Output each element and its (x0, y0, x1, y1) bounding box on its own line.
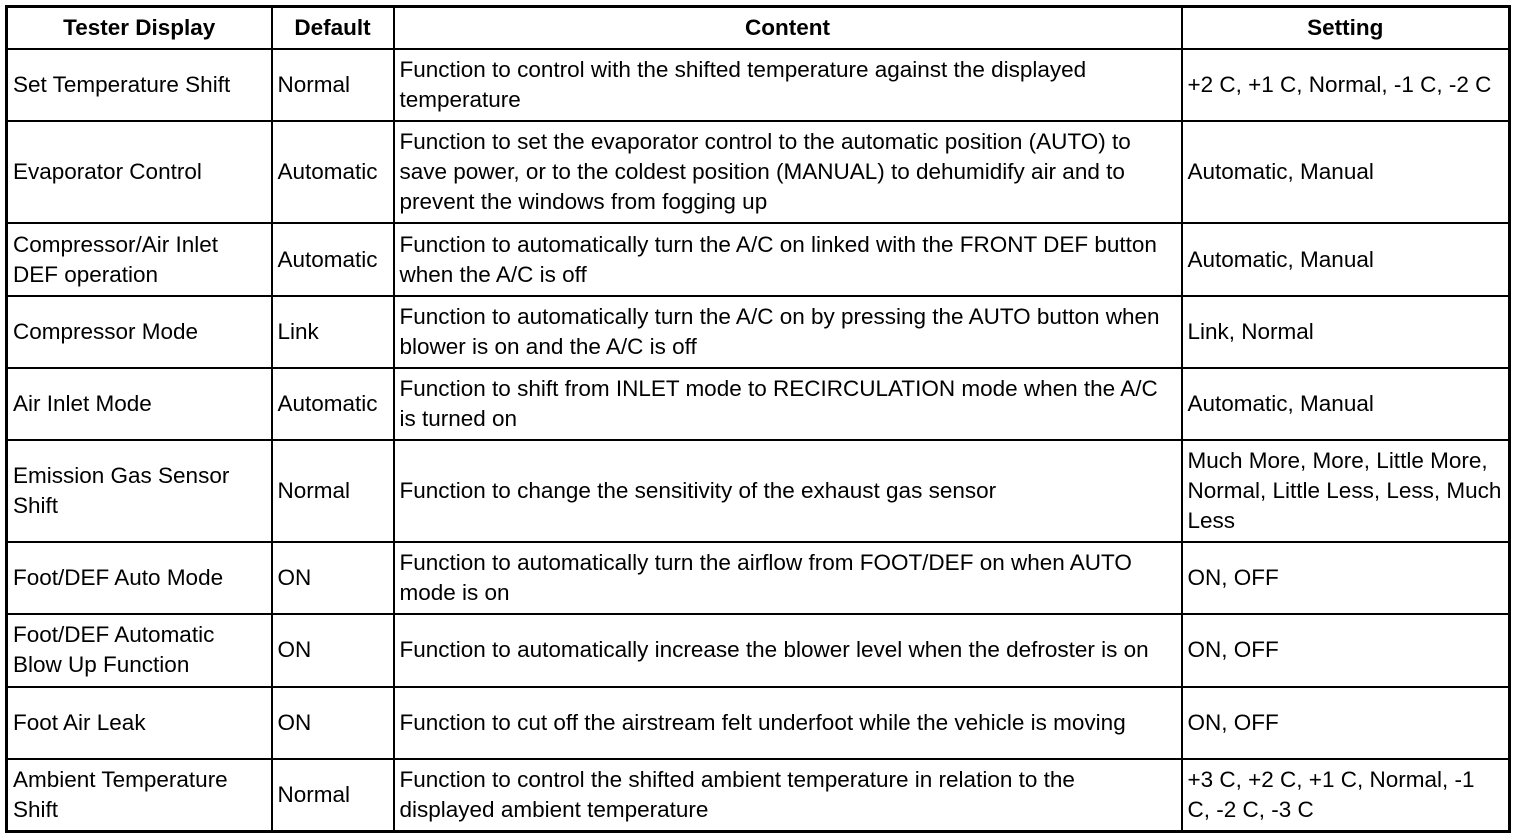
table-row (7, 223, 1510, 295)
cell-tester-display: Set Temperature Shift (7, 49, 272, 121)
cell-setting: Link, Normal (1182, 296, 1510, 368)
cell-setting: ON, OFF (1182, 542, 1510, 614)
cell-setting: +2 C, +1 C, Normal, -1 C, -2 C (1182, 49, 1510, 121)
table-row (7, 368, 1510, 440)
table-header-row (7, 7, 1510, 50)
cell-tester-display: Foot/DEF Auto Mode (7, 542, 272, 614)
cell-setting: Automatic, Manual (1182, 223, 1510, 295)
cell-content: Function to change the sensitivity of the exhaust gas sensor (394, 440, 1182, 542)
header-content: Content (394, 7, 1182, 50)
table-row (7, 296, 1510, 368)
table-row (7, 687, 1510, 759)
cell-content: Function to set the evaporator control to the automatic position (AUTO) to save power, or to the coldest position (MANUAL) to dehumidify air and to prevent the windows from fogging up (394, 121, 1182, 223)
cell-tester-display: Evaporator Control (7, 121, 272, 223)
cell-content: Function to automatically turn the A/C on by pressing the AUTO button when blower is on and the A/C is off (394, 296, 1182, 368)
cell-setting: Much More, More, Little More, Normal, Little Less, Less, Much Less (1182, 440, 1510, 542)
cell-tester-display: Compressor/Air Inlet DEF operation (7, 223, 272, 295)
cell-content: Function to cut off the airstream felt underfoot while the vehicle is moving (394, 687, 1182, 759)
customize-settings-table (5, 5, 1511, 833)
cell-default: Normal (272, 759, 394, 832)
cell-tester-display: Ambient Temperature Shift (7, 759, 272, 832)
cell-content: Function to automatically increase the blower level when the defroster is on (394, 614, 1182, 686)
cell-default: Automatic (272, 223, 394, 295)
cell-default: ON (272, 614, 394, 686)
cell-setting: +3 C, +2 C, +1 C, Normal, -1 C, -2 C, -3 C (1182, 759, 1510, 832)
cell-default: Link (272, 296, 394, 368)
table-row (7, 49, 1510, 121)
cell-default: ON (272, 687, 394, 759)
cell-default: Automatic (272, 121, 394, 223)
cell-content: Function to control with the shifted temperature against the displayed temperature (394, 49, 1182, 121)
cell-tester-display: Compressor Mode (7, 296, 272, 368)
cell-tester-display: Foot/DEF Automatic Blow Up Function (7, 614, 272, 686)
header-setting: Setting (1182, 7, 1510, 50)
cell-setting: ON, OFF (1182, 687, 1510, 759)
header-default: Default (272, 7, 394, 50)
cell-setting: ON, OFF (1182, 614, 1510, 686)
table-row (7, 440, 1510, 542)
cell-tester-display: Emission Gas Sensor Shift (7, 440, 272, 542)
header-tester-display: Tester Display (7, 7, 272, 50)
table-row (7, 121, 1510, 223)
cell-default: Normal (272, 49, 394, 121)
cell-content: Function to automatically turn the A/C on linked with the FRONT DEF button when the A/C is off (394, 223, 1182, 295)
cell-content: Function to automatically turn the airflow from FOOT/DEF on when AUTO mode is on (394, 542, 1182, 614)
cell-setting: Automatic, Manual (1182, 121, 1510, 223)
cell-tester-display: Air Inlet Mode (7, 368, 272, 440)
table-row (7, 542, 1510, 614)
cell-content: Function to shift from INLET mode to RECIRCULATION mode when the A/C is turned on (394, 368, 1182, 440)
cell-content: Function to control the shifted ambient temperature in relation to the displayed ambient temperature (394, 759, 1182, 832)
table-row (7, 614, 1510, 686)
table-row (7, 759, 1510, 832)
cell-default: ON (272, 542, 394, 614)
cell-default: Normal (272, 440, 394, 542)
cell-setting: Automatic, Manual (1182, 368, 1510, 440)
cell-tester-display: Foot Air Leak (7, 687, 272, 759)
cell-default: Automatic (272, 368, 394, 440)
